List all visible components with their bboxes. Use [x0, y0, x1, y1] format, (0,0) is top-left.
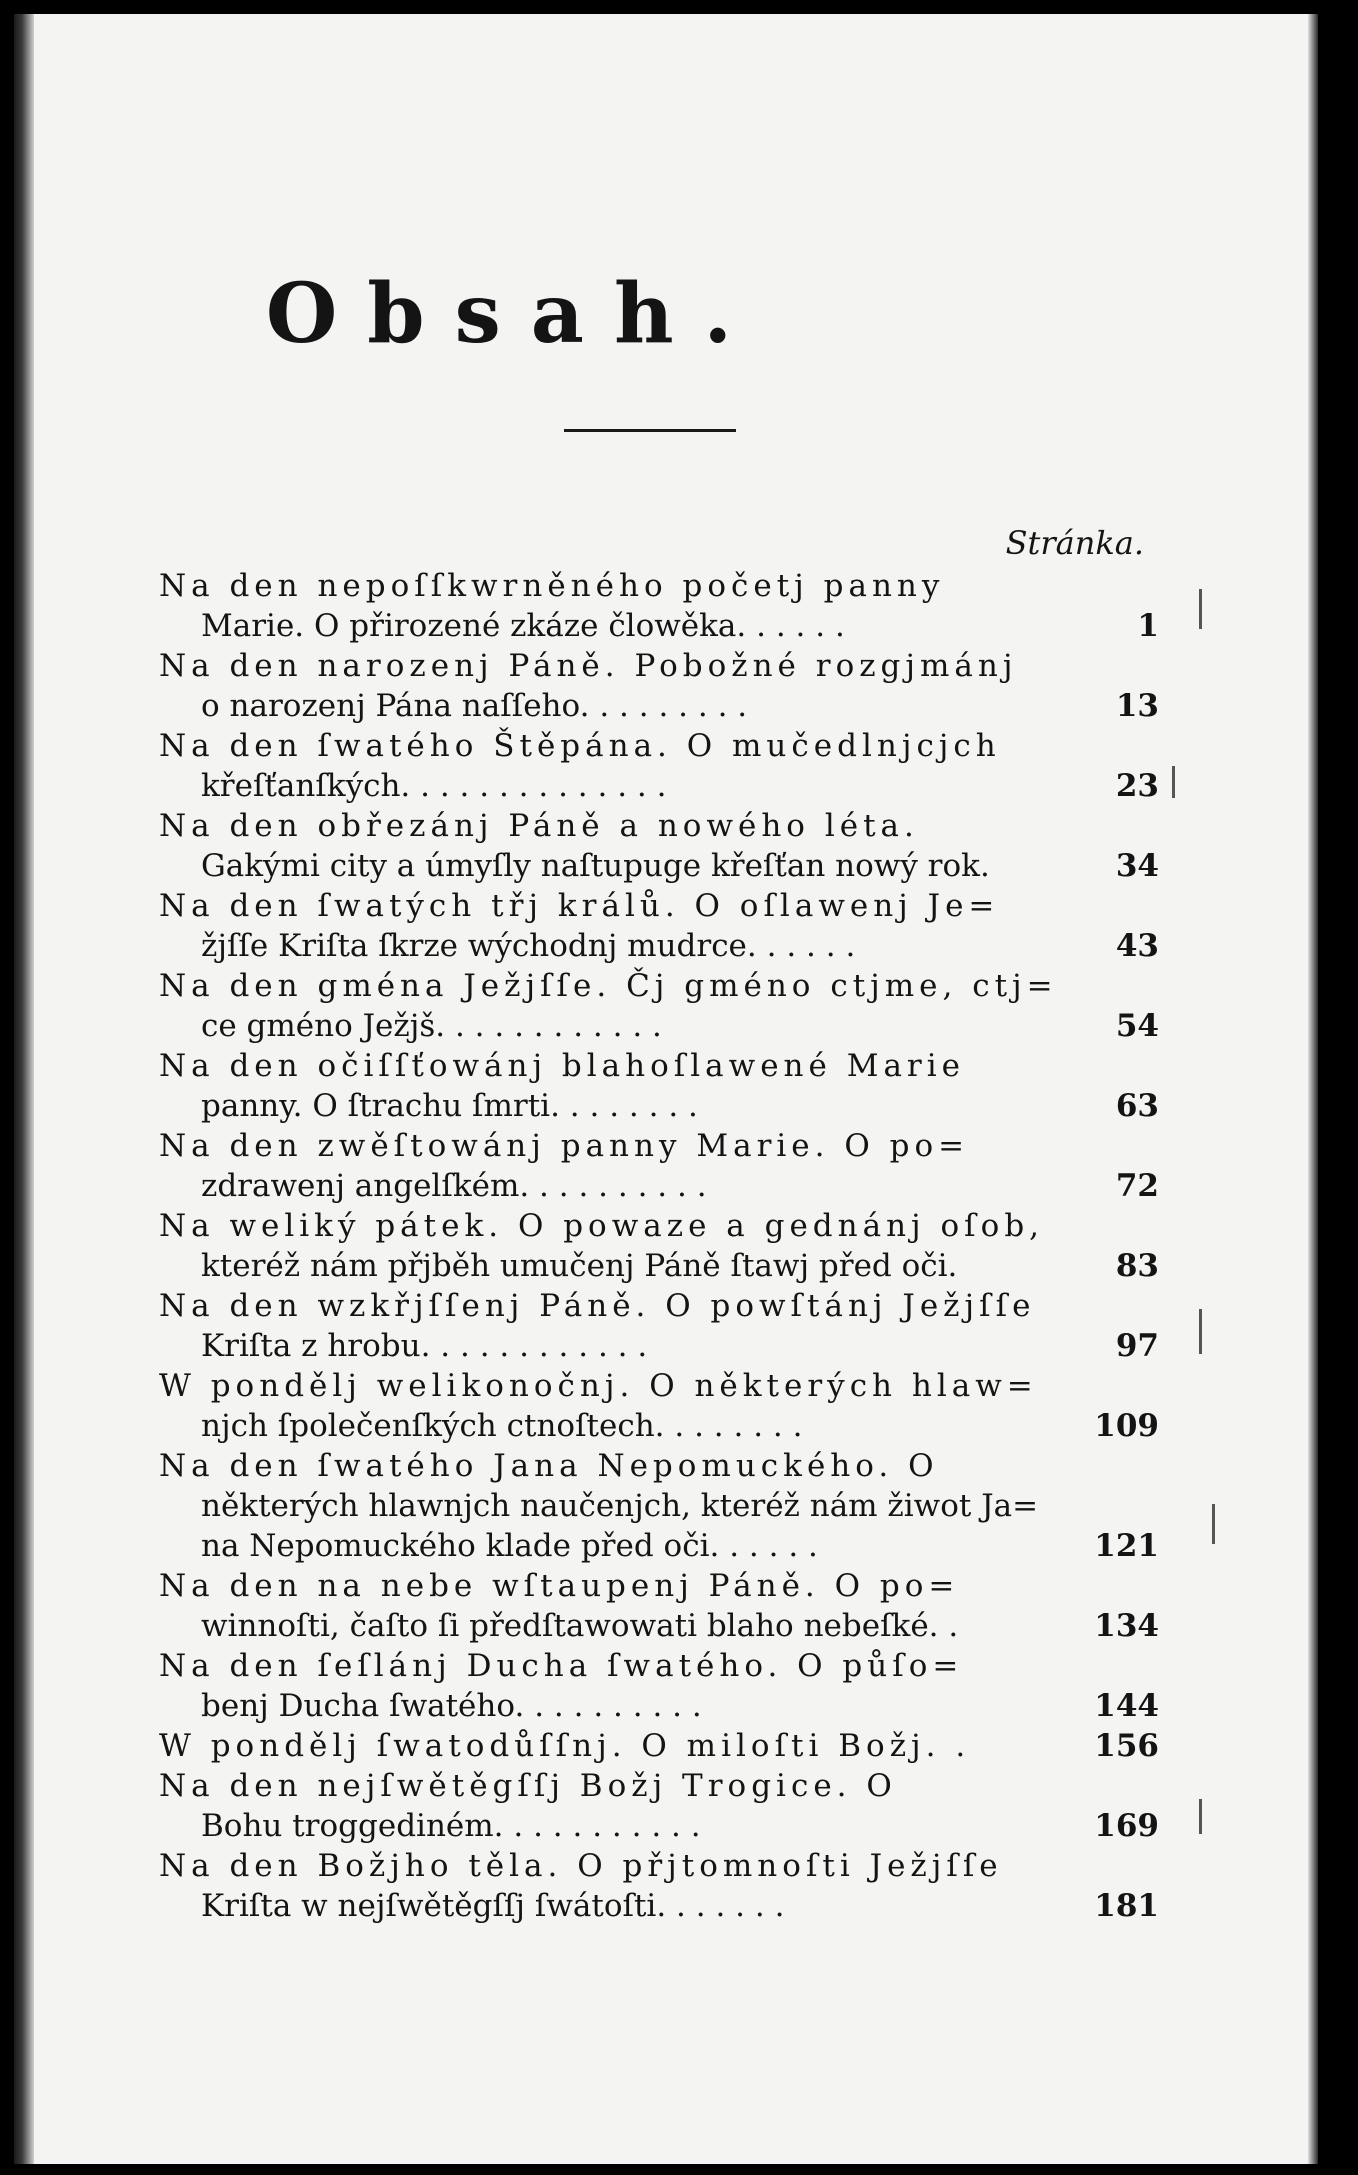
toc-entry-continuation-line [159, 1806, 1159, 1846]
margin-mark [1199, 1799, 1202, 1834]
toc-page-number: 156 [1094, 1728, 1159, 1764]
toc-entry-text: křeſťanſkých. . . . . . . . . . . . . . [201, 768, 667, 804]
toc-entry-continuation-line [159, 1086, 1159, 1126]
toc-entry-text: Marie. O přirozené zkáze člowěka. . . . . . [201, 608, 845, 644]
toc-entry-heading-line [159, 1766, 1159, 1806]
toc-entry [159, 1206, 1159, 1286]
toc-entry-heading-line [159, 1566, 1159, 1606]
toc-entry-continuation-line [159, 1166, 1159, 1206]
toc-entry-text: Na den Božjho těla. O přjtomnoſti Ježjſſe [159, 1848, 1003, 1884]
toc-entry-continuation-line [159, 1246, 1159, 1286]
toc-entry-text: W pondělj ſwatodůſſnj. O miloſti Božj. . [159, 1728, 971, 1764]
toc-entry-text: Gakými city a úmyſly naſtupuge křeſťan nowý rok. [201, 848, 990, 884]
toc-page-number: 54 [1115, 1008, 1159, 1044]
toc-entry-heading-line [159, 566, 1159, 606]
toc-entry-continuation-line [159, 766, 1159, 806]
toc-page-number: 1 [1137, 608, 1159, 644]
toc-entry-heading-line [159, 806, 1159, 846]
toc-entry-continuation-line [159, 1686, 1159, 1726]
toc-entry-text: Na den ſwatých třj králů. O oſlawenj Je= [159, 888, 1000, 924]
toc-entry [159, 1046, 1159, 1126]
toc-entry [159, 726, 1159, 806]
toc-entry [159, 1766, 1159, 1846]
toc-entry-heading-line [159, 1726, 1159, 1766]
toc-entry-text: njch ſpolečenſkých ctnoſtech. . . . . . . . [201, 1408, 803, 1444]
toc-entry [159, 966, 1159, 1046]
toc-page-number: 34 [1115, 848, 1159, 884]
page-column-header: Stránka. [1005, 524, 1144, 562]
toc-page-number: 23 [1115, 768, 1159, 804]
toc-entry-text: Na den gména Ježjſſe. Čj gméno ctjme, ctj= [159, 968, 1058, 1004]
toc-entry-text: Na den ſeſlánj Ducha ſwatého. O půſo= [159, 1648, 964, 1684]
toc-entry-continuation-line [159, 1526, 1159, 1566]
margin-mark [1199, 1309, 1202, 1354]
toc-entry [159, 1566, 1159, 1646]
toc-entry [159, 1286, 1159, 1366]
table-of-contents [159, 566, 1159, 1926]
toc-entry-text: Na den nejſwětěgſſj Božj Trogice. O [159, 1768, 897, 1804]
toc-entry-heading-line [159, 1446, 1159, 1486]
toc-entry-text: winnoſti, čaſto ſi předſtawowati blaho nebeſké. . [201, 1608, 959, 1644]
margin-mark [1172, 766, 1175, 798]
toc-entry-continuation-line [159, 926, 1159, 966]
toc-entry [159, 1366, 1159, 1446]
toc-page-number: 181 [1094, 1888, 1159, 1924]
toc-entry-continuation-line [159, 1606, 1159, 1646]
toc-entry [159, 1646, 1159, 1726]
toc-page-number: 169 [1094, 1808, 1159, 1844]
toc-entry [159, 1726, 1159, 1766]
toc-entry-heading-line [159, 1366, 1159, 1406]
toc-entry-text: Bohu troggediném. . . . . . . . . . . [201, 1808, 701, 1844]
toc-entry-text: panny. O ſtrachu ſmrti. . . . . . . . [201, 1088, 698, 1124]
toc-entry-text: o narozenj Pána naſſeho. . . . . . . . . [201, 688, 748, 724]
toc-entry [159, 886, 1159, 966]
toc-entry-text: Na den zwěſtowánj panny Marie. O po= [159, 1128, 970, 1164]
toc-entry-text: Na den na nebe wſtaupenj Páně. O po= [159, 1568, 960, 1604]
toc-page-number: 43 [1115, 928, 1159, 964]
toc-page-number: 13 [1115, 688, 1159, 724]
toc-entry-text: Kriſta w nejſwětěgſſj ſwátoſti. . . . . . . [201, 1888, 785, 1924]
toc-entry-text: Kriſta z hrobu. . . . . . . . . . . . [201, 1328, 648, 1364]
toc-entry-text: na Nepomuckého klade před oči. . . . . . [201, 1528, 818, 1564]
toc-entry-heading-line [159, 1646, 1159, 1686]
toc-page-number: 134 [1094, 1608, 1159, 1644]
toc-entry-heading-line [159, 1126, 1159, 1166]
toc-page-number: 63 [1115, 1088, 1159, 1124]
toc-entry [159, 1846, 1159, 1926]
toc-entry-text: benj Ducha ſwatého. . . . . . . . . . [201, 1688, 702, 1724]
toc-page-number: 97 [1115, 1328, 1159, 1364]
toc-entry-continuation-line [159, 1406, 1159, 1446]
toc-entry-heading-line [159, 1286, 1159, 1326]
toc-entry [159, 806, 1159, 886]
toc-entry-continuation-line [159, 686, 1159, 726]
toc-entry-text: Na den nepoſſkwrněného početj panny [159, 568, 945, 604]
toc-entry-heading-line [159, 726, 1159, 766]
margin-mark [1199, 589, 1202, 629]
toc-entry-text: Na den ſwatého Jana Nepomuckého. O [159, 1448, 939, 1484]
toc-entry [159, 1446, 1159, 1566]
page-title: Obsah. [265, 266, 763, 362]
toc-entry-text: ce gméno Ježjš. . . . . . . . . . . . [201, 1008, 662, 1044]
toc-entry [159, 646, 1159, 726]
toc-entry-text: žjſſe Kriſta ſkrze wýchodnj mudrce. . . . . . [201, 928, 856, 964]
toc-page-number: 83 [1115, 1248, 1159, 1284]
toc-entry-heading-line [159, 1046, 1159, 1086]
toc-entry-continuation-line [159, 1486, 1159, 1526]
toc-entry [159, 1126, 1159, 1206]
toc-entry-heading-line [159, 966, 1159, 1006]
toc-entry-text: Na den ſwatého Štěpána. O mučedlnjcjch [159, 728, 1001, 764]
toc-entry-text: zdrawenj angelſkém. . . . . . . . . . [201, 1168, 707, 1204]
toc-entry-text: některých hlawnjch naučenjch, kteréž nám žiwot Ja= [201, 1488, 1039, 1524]
title-divider [564, 429, 736, 432]
toc-entry [159, 566, 1159, 646]
toc-entry-continuation-line [159, 1326, 1159, 1366]
margin-mark [1212, 1504, 1215, 1544]
toc-page-number: 109 [1094, 1408, 1159, 1444]
toc-entry-heading-line [159, 1846, 1159, 1886]
toc-entry-text: Na weliký pátek. O powaze a gednánj oſob, [159, 1208, 1045, 1244]
toc-page-number: 72 [1115, 1168, 1159, 1204]
toc-entry-text: Na den očiſſťowánj blahoſlawené Marie [159, 1048, 966, 1084]
toc-entry-text: W pondělj welikonočnj. O některých hlaw= [159, 1368, 1038, 1404]
toc-entry-text: Na den narozenj Páně. Pobožné rozgjmánj [159, 648, 1018, 684]
book-page [14, 14, 1318, 2164]
toc-entry-text: Na den wzkřjſſenj Páně. O powſtánj Ježjſſe [159, 1288, 1036, 1324]
toc-entry-heading-line [159, 886, 1159, 926]
toc-entry-heading-line [159, 1206, 1159, 1246]
toc-entry-continuation-line [159, 1006, 1159, 1046]
toc-entry-heading-line [159, 646, 1159, 686]
toc-page-number: 144 [1094, 1688, 1159, 1724]
toc-entry-text: kteréž nám přjběh umučenj Páně ſtawj před oči. [201, 1248, 958, 1284]
toc-entry-continuation-line [159, 1886, 1159, 1926]
page-right-edge [1308, 14, 1318, 2164]
toc-entry-continuation-line [159, 846, 1159, 886]
toc-entry-continuation-line [159, 606, 1159, 646]
toc-entry-text: Na den obřezánj Páně a nowého léta. [159, 808, 919, 844]
toc-page-number: 121 [1094, 1528, 1159, 1564]
